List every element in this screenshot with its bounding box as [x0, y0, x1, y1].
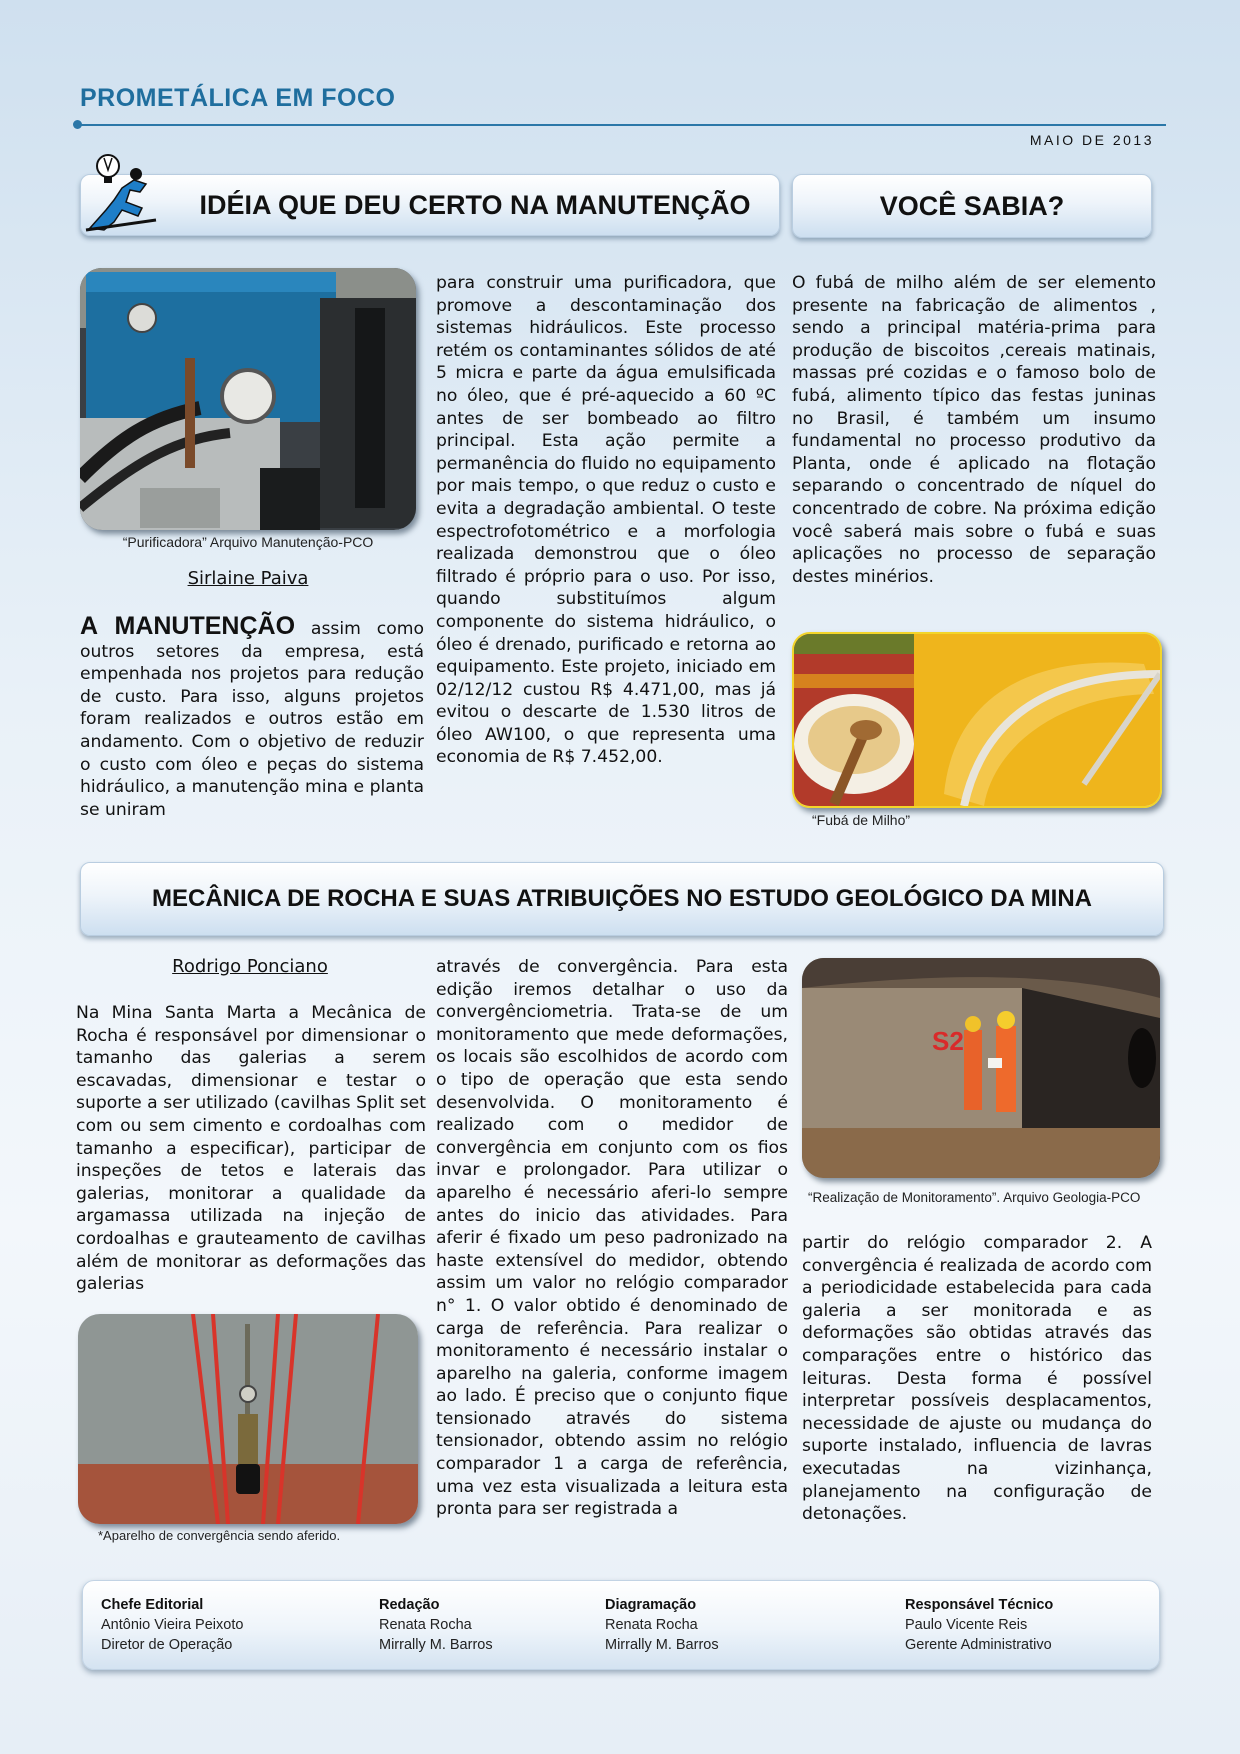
footer-line: Mirrally M. Barros: [379, 1637, 493, 1653]
corn-flour-photo-caption: “Fubá de Milho”: [812, 812, 911, 828]
footer-heading: Responsável Técnico: [905, 1597, 1054, 1613]
footer-line: Mirrally M. Barros: [605, 1637, 719, 1653]
convergence-device-photo: [78, 1314, 418, 1524]
article1-column2: para construir uma purificadora, que promove a descontaminação dos sistemas hidráulicos. Este processo retém os contaminantes sólidos de até 5 micra e parte da água emulsificada no óleo, que é pré-aquecido a 60 ºC antes de ser bombeado ao filtro principal. Esta ação permite a permanência do fluido no equipamento por mais tempo, o que reduz o custo e evita a degradação ambiental. O teste espectrofotométrico e a morfologia realizada demonstrou que o óleo filtrado é próprio para o uso. Por isso, quando substituímos algum componente do sistema hidráulico, o óleo é drenado, purificado e retorna ao equipamento. Este projeto, iniciado em 02/12/12 custou R$ 4.471,00, mas já evitou o descarte de 1.530 litros de óleo AW100, o que representa uma economia de R$ 7.452,00.: [436, 273, 776, 768]
article2-author: Rodrigo Ponciano: [172, 956, 328, 977]
article1-column1-text: assim como outros setores da empresa, está empenhada nos projetos para redução de custo. Para isso, alguns projetos foram realizados e outros estão em andamento. Com o objetivo de reduzir o custo com óleo e peças do sistema hidráulico, a manutenção mina e planta se uniram: [80, 619, 424, 820]
sidebar-text: O fubá de milho além de ser elemento presente na fabricação de alimentos , sendo a principal matéria-prima para produção de biscoitos ,cereais matinais, massas pré cozidas e o famoso bolo de fubá, alimento típico das festas juninas no Brasil, é também um insumo fundamental no processo produtivo da Planta, onde é aplicado na flotação separando o concentrado de níquel do concentrado de cobre. Na próxima edição você saberá mais sobre o fubá e suas aplicações no processo de separação destes minérios.: [792, 273, 1156, 587]
article1-author: Sirlaine Paiva: [187, 568, 309, 589]
monitoring-photo-caption: “Realização de Monitoramento”. Arquivo Geologia-PCO: [808, 1190, 1141, 1205]
corn-flour-photo: [792, 632, 1162, 808]
newsletter-title: PROMETÁLICA EM FOCO: [80, 84, 396, 112]
editorial-footer: [82, 1580, 1160, 1670]
title-rule: [78, 124, 1166, 126]
article2-column1: Na Mina Santa Marta a Mecânica de Rocha é responsável por dimensionar o tamanho das galerias a serem escavadas, dimensionar e testar o suporte a ser utilizado (cavilhas Split set com ou sem cimento e cordoalhas com tamanho a especificar), participar de inspeções de tetos e laterais das galerias, monitorar a qualidade da argamassa utilizada na injeção de cordoalhas e grauteamento de cavilhas além de monitorar as deformações das galerias: [76, 1003, 426, 1295]
monitoring-photo: [802, 958, 1160, 1178]
article2-column2: através de convergência. Para esta edição iremos detalhar o uso da convergênciometria. Trata-se de um monitoramento que mede deformações, os locais são escolhidos de acordo com o tipo de operação que esta sendo desenvolvida. O monitoramento é realizado com o medidor de convergência em conjunto com os fios invar e prolongador. Para utilizar o aparelho é necessário aferi-lo sempre antes do inicio das atividades. Para aferir é fixado um peso padronizado na haste extensível do medidor, obtendo assim um valor no relógio comparador n° 1. O valor obtido é denominado de carga de referência. Para realizar o monitoramento é necessário instalar o aparelho na galeria, conforme imagem ao lado. É preciso que o conjunto fique tensionado através do sistema tensionador, obtendo assim no relógio comparador 1 a carga de referência, uma vez esta visualizada a leitura esta pronta para ser registrada a: [436, 957, 788, 1520]
article1-banner: [80, 174, 780, 236]
sidebar-banner-title: VOCÊ SABIA?: [879, 190, 1065, 221]
article2-banner-title: MECÂNICA DE ROCHA E SUAS ATRIBUIÇÕES NO ESTUDO GEOLÓGICO DA MINA: [151, 885, 1093, 912]
footer-column-editor: [101, 1595, 243, 1655]
lightbulb-runner-icon: [84, 150, 158, 232]
footer-line: Renata Rocha: [605, 1617, 698, 1633]
article1-column1: [80, 612, 424, 821]
footer-line: Diretor de Operação: [101, 1637, 233, 1653]
article2-column3: partir do relógio comparador 2. A convergência é realizada de acordo com a periodicidade estabelecida para cada galeria a ser monitorada e as deformações são obtidas através das comparações entre o histórico das leituras. Desta forma é possível interpretar possíveis desplacamentos, necessidade de ajuste ou mudança do suporte instalado, influencia de lavras executadas na vizinhança, planejamento na configuração de detonações.: [802, 1233, 1152, 1525]
footer-line: Paulo Vicente Reis: [905, 1617, 1028, 1633]
footer-column-writing: [379, 1595, 493, 1655]
footer-line: Renata Rocha: [379, 1617, 472, 1633]
footer-heading: Redação: [379, 1597, 440, 1613]
sidebar-banner: [792, 174, 1152, 238]
convergence-device-caption: *Aparelho de convergência sendo aferido.: [98, 1528, 341, 1543]
footer-column-technical: [905, 1595, 1053, 1655]
article1-dropcap: A MANUTENÇÃO: [80, 612, 296, 640]
monitoring-photo-sign: S2: [932, 1026, 964, 1056]
footer-heading: Chefe Editorial: [101, 1597, 204, 1613]
footer-column-layout: [605, 1595, 719, 1655]
footer-heading: Diagramação: [605, 1597, 697, 1613]
purifier-photo: [80, 268, 416, 530]
article2-banner: [80, 862, 1164, 936]
footer-line: Antônio Vieira Peixoto: [101, 1617, 244, 1633]
issue-date: MAIO DE 2013: [1029, 132, 1154, 148]
purifier-photo-caption: “Purificadora” Arquivo Manutenção-PCO: [122, 534, 374, 550]
article1-banner-title: IDÉIA QUE DEU CERTO NA MANUTENÇÃO: [199, 189, 751, 220]
footer-line: Gerente Administrativo: [905, 1637, 1052, 1653]
